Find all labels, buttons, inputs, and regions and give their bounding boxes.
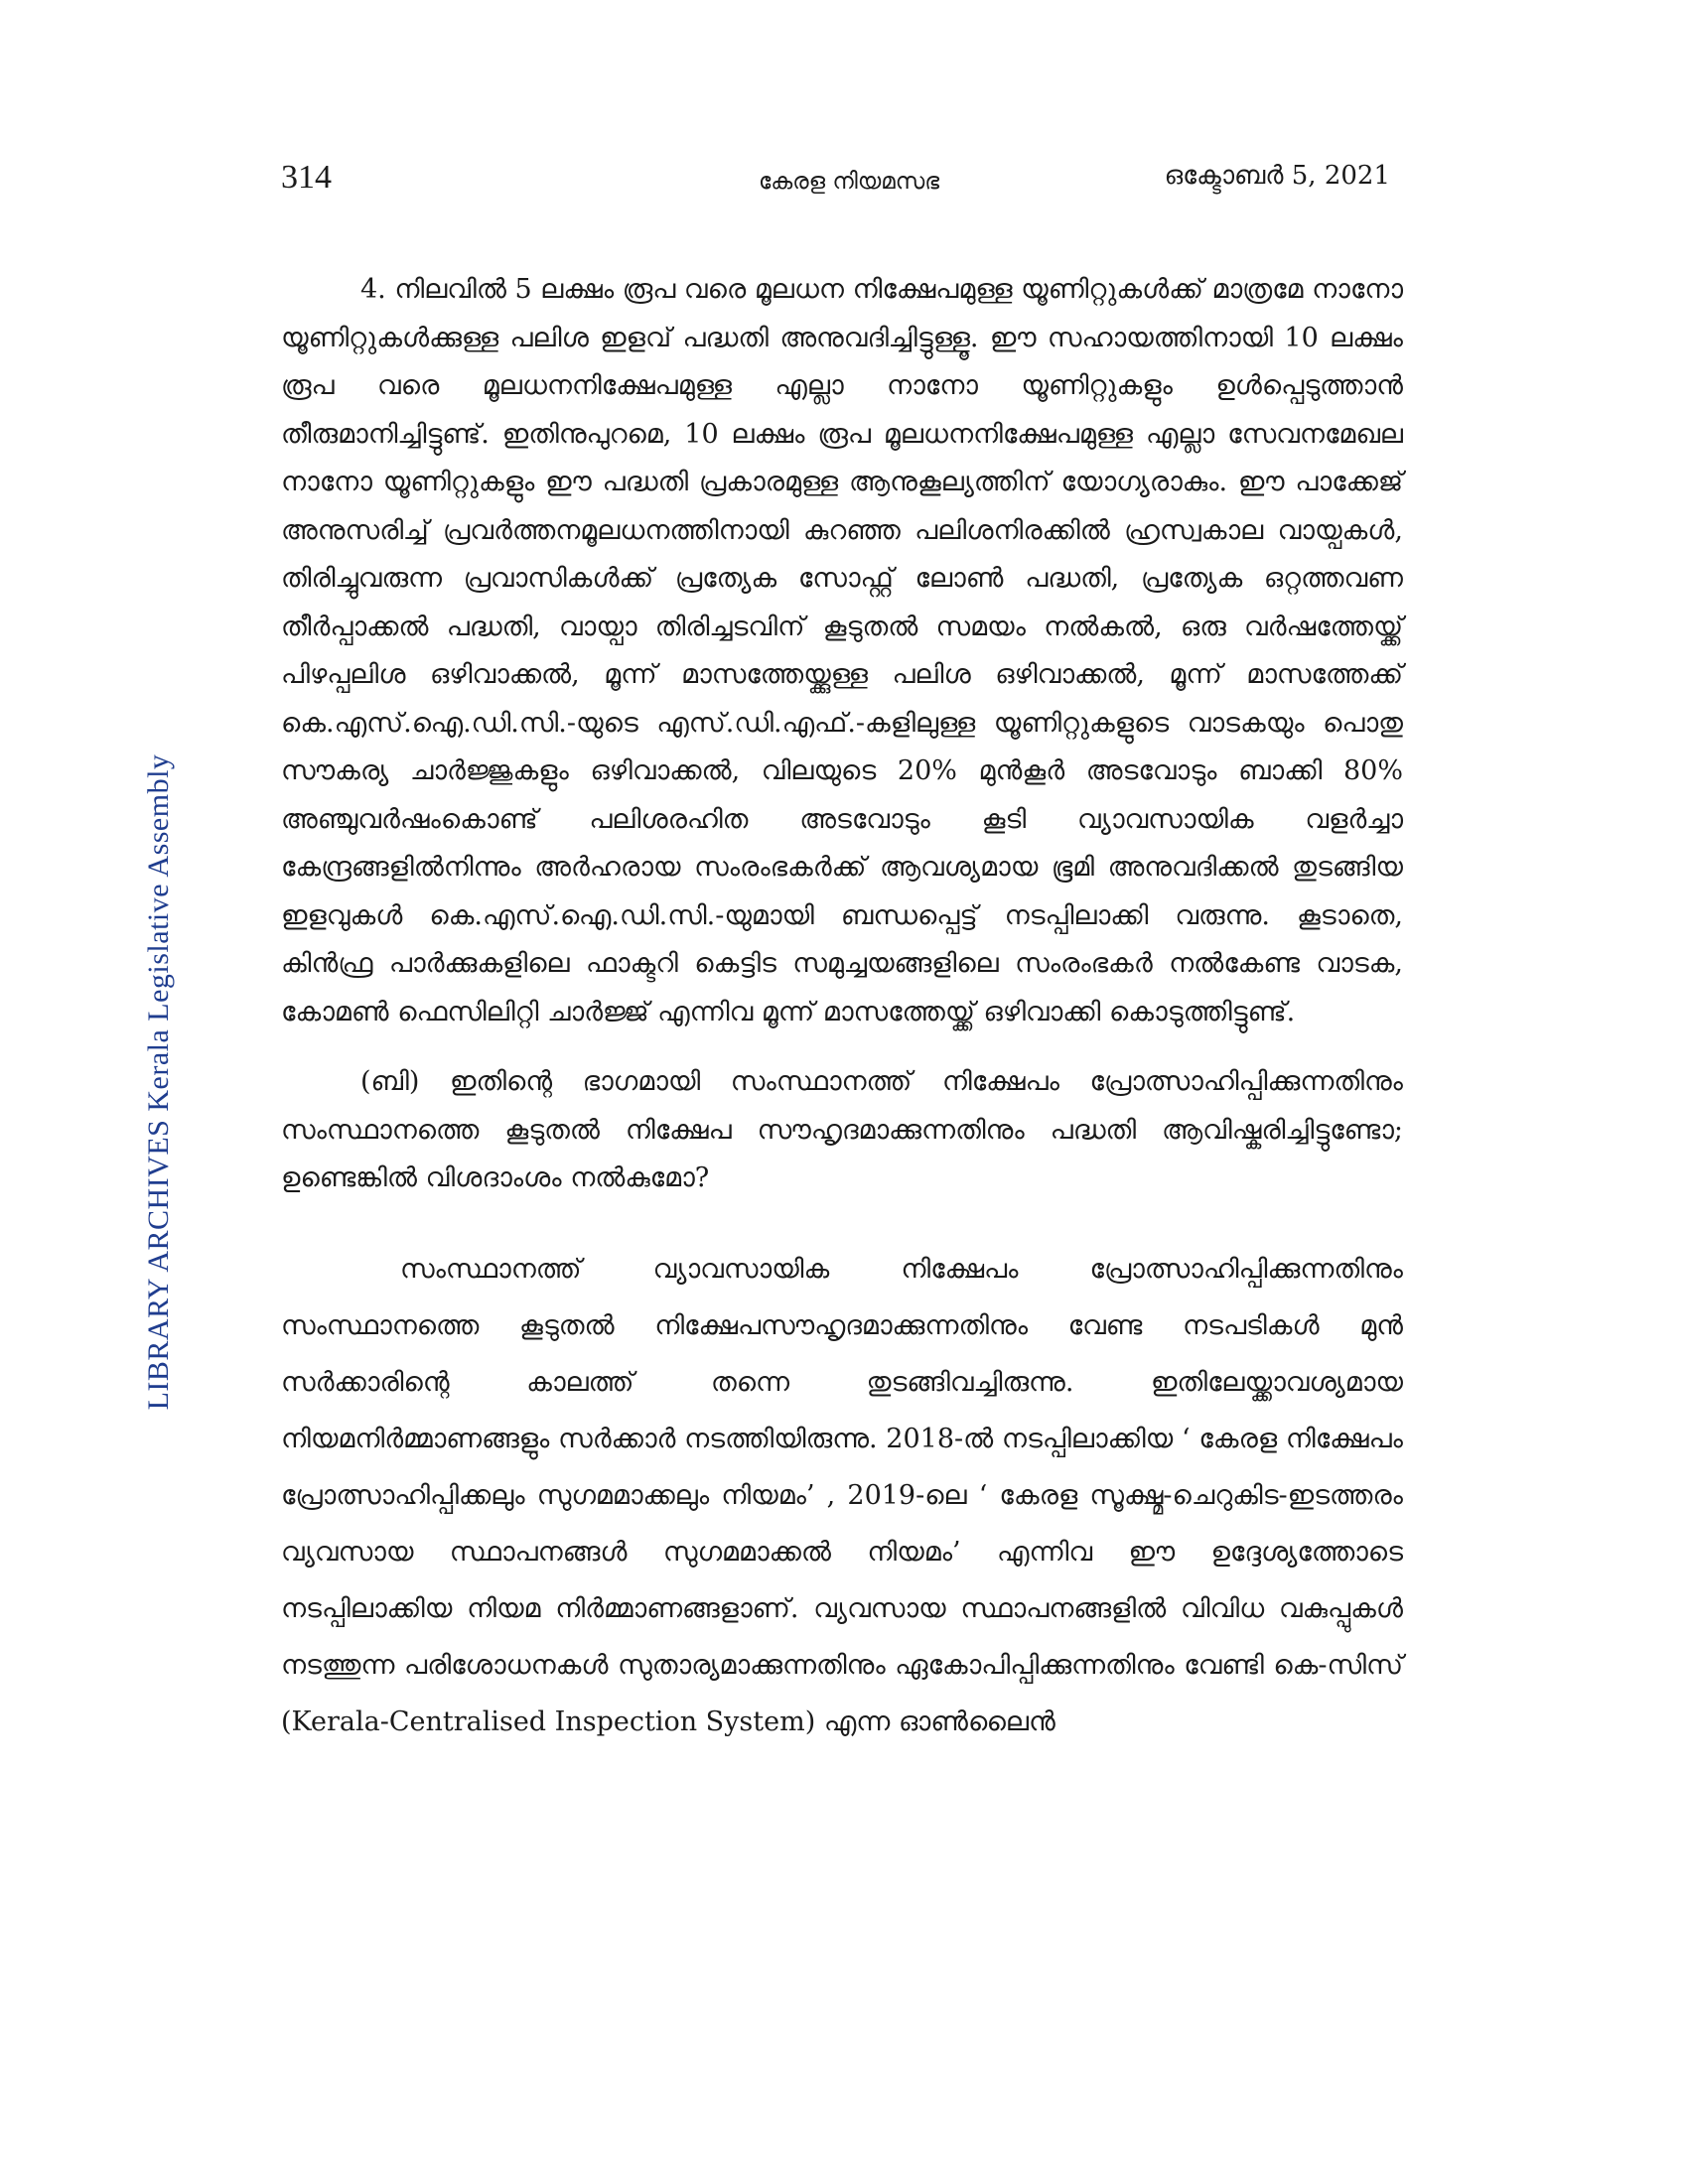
page-date: ഒക്ടോബർ 5, 2021 xyxy=(1164,161,1390,191)
paragraph-concessions: 4. നിലവിൽ 5 ലക്ഷം രൂപ വരെ മൂലധന നിക്ഷേപമുള്ള യൂണിറ്റുകൾക്ക് മാത്രമേ നാനോ യൂണിറ്റുകൾക്കുള്ള പലിശ ഇളവ് പദ്ധതി അനുവദിച്ചിട്ടുള്ളൂ. ഈ സഹായത്തിനായി 10 ലക്ഷം രൂപ വരെ മൂലധനനിക്ഷേപമുള്ള എല്ലാ നാനോ യൂണിറ്റുകളും ഉൾപ്പെടുത്താൻ തീരുമാനിച്ചിട്ടുണ്ട്. ഇതിനുപുറമെ, 10 ലക്ഷം രൂപ മൂലധനനിക്ഷേപമുള്ള എല്ലാ സേവനമേഖല നാനോ യൂണിറ്റുകളും ഈ പദ്ധതി പ്രകാരമുള്ള ആനുകൂല്യത്തിന് യോഗ്യരാകും. ഈ പാക്കേജ് അനുസരിച്ച് പ്രവർത്തനമൂലധനത്തിനായി കുറഞ്ഞ പലിശനിരക്കിൽ ഹ്രസ്വകാല വായ്പകൾ, തിരിച്ചുവരുന്ന പ്രവാസികൾക്ക് പ്രത്യേക സോഫ്റ്റ് ലോൺ പദ്ധതി, പ്രത്യേക ഒറ്റത്തവണ തീർപ്പാക്കൽ പദ്ധതി, വായ്പാ തിരിച്ചടവിന് കൂടുതൽ സമയം നൽകൽ, ഒരു വർഷത്തേയ്ക്ക് പിഴപ്പലിശ ഒഴിവാക്കൽ, മൂന്ന് മാസത്തേയ്ക്കുള്ള പലിശ ഒഴിവാക്കൽ, മൂന്ന് മാസത്തേക്ക് കെ.എസ്.ഐ.ഡി.സി.-യുടെ എസ്.ഡി.എഫ്.-കളിലുള്ള യൂണിറ്റുകളുടെ വാടകയും പൊതു സൗകര്യ ചാർജ്ജുകളും ഒഴിവാക്കൽ, വിലയുടെ 20% മുൻകൂർ അടവോടും ബാക്കി 80% അഞ്ചുവർഷംകൊണ്ട് പലിശരഹിത അടവോടും കൂടി വ്യാവസായിക വളർച്ചാ കേന്ദ്രങ്ങളിൽനിന്നും അർഹരായ സംരംഭകർക്ക് ആവശ്യമായ ഭൂമി അനുവദിക്കൽ തുടങ്ങിയ ഇളവുകൾ കെ.എസ്.ഐ.ഡി.സി.-യുമായി ബന്ധപ്പെട്ട് നടപ്പിലാക്കി വരുന്നു. കൂടാതെ, കിൻഫ്ര പാർക്കുകളിലെ ഫാക്ടറി കെട്ടിട സമുച്ചയങ്ങളിലെ സംരംഭകർ നൽകേണ്ട വാടക, കോമൺ ഫെസിലിറ്റി ചാർജ്ജ് എന്നിവ മൂന്ന് മാസത്തേയ്ക്ക് ഒഴിവാക്കി കൊടുത്തിട്ടുണ്ട്. xyxy=(281,274,1403,1027)
paragraph-answer-b: സംസ്ഥാനത്ത് വ്യാവസായിക നിക്ഷേപം പ്രോത്സാഹിപ്പിക്കുന്നതിനും സംസ്ഥാനത്തെ കൂടുതൽ നിക്ഷേപസൗഹൃദമാക്കുന്നതിനും വേണ്ട നടപടികൾ മുൻ സർക്കാരിന്റെ കാലത്ത് തന്നെ തുടങ്ങിവച്ചിരുന്നു. ഇതിലേയ്ക്കാവശ്യമായ നിയമനിർമ്മാണങ്ങളും സർക്കാർ നടത്തിയിരുന്നു. 2018-ൽ നടപ്പിലാക്കിയ ‘ കേരള നിക്ഷേപം പ്രോത്സാഹിപ്പിക്കലും സുഗമമാക്കലും നിയമം’ , 2019-ലെ ‘ കേരള സൂക്ഷ്മ-ചെറുകിട-ഇടത്തരം വ്യവസായ സ്ഥാപനങ്ങൾ സുഗമമാക്കൽ നിയമം’ എന്നിവ ഈ ഉദ്ദേശ്യത്തോടെ നടപ്പിലാക്കിയ നിയമ നിർമ്മാണങ്ങളാണ്. വ്യവസായ സ്ഥാപനങ്ങളിൽ വിവിധ വകുപ്പുകൾ നടത്തുന്ന പരിശോധനകൾ സുതാര്യമാക്കുന്നതിനും ഏകോപിപ്പിക്കുന്നതിനും വേണ്ടി കെ-സിസ് (Kerala-Centralised Inspection System) എന്ന ഓൺലൈൻ xyxy=(281,1253,1403,1737)
body-text xyxy=(281,266,1403,1750)
page-header-title: കേരള നിയമസഭ xyxy=(758,169,940,195)
library-archives-watermark: LIBRARY ARCHIVES Kerala Legislative Assembly xyxy=(142,753,175,1411)
paragraph-question-b: (ബി) ഇതിന്റെ ഭാഗമായി സംസ്ഥാനത്ത് നിക്ഷേപം പ്രോത്സാഹിപ്പിക്കുന്നതിനും സംസ്ഥാനത്തെ കൂടുതൽ നിക്ഷേപ സൗഹൃദമാക്കുന്നതിനും പദ്ധതി ആവിഷ്കരിച്ചിട്ടുണ്ടോ; ഉണ്ടെങ്കിൽ വിശദാംശം നൽകുമോ? xyxy=(281,1066,1403,1193)
page-number: 314 xyxy=(281,159,332,196)
